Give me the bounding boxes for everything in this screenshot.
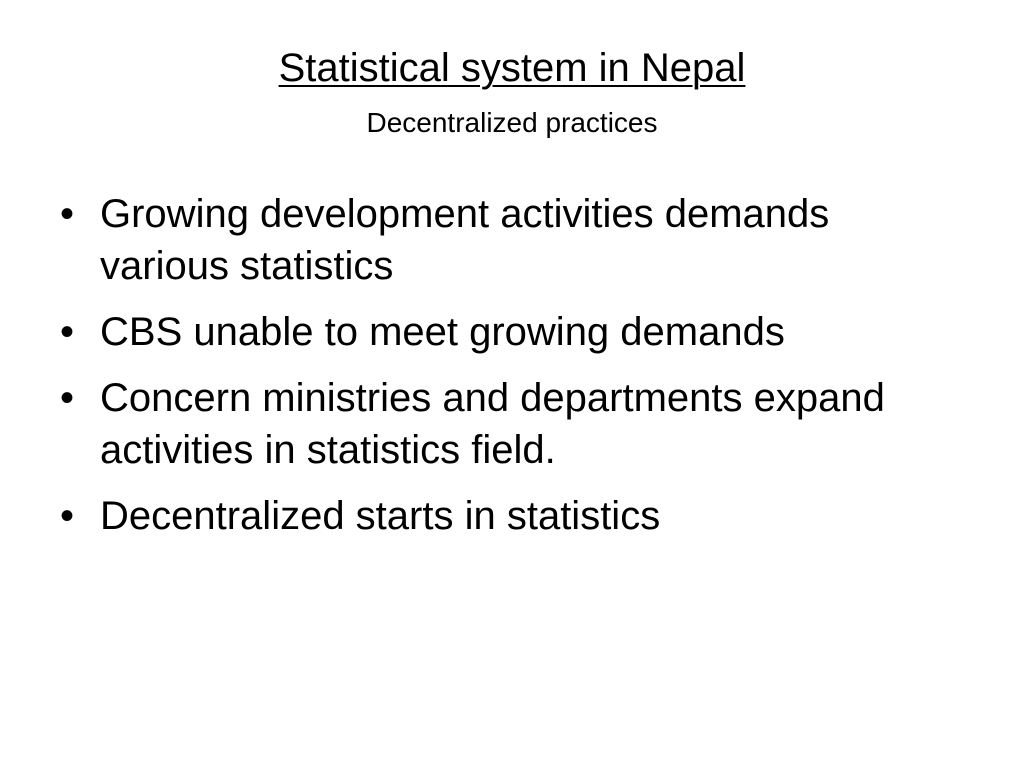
bullet-text: Concern ministries and departments expand activities in statistics field.: [100, 376, 885, 472]
bullet-text: Growing development activities demands various statistics: [100, 192, 830, 288]
bullet-text: CBS unable to meet growing demands: [100, 310, 785, 354]
bullet-item: [56, 372, 956, 476]
bullet-text: Decentralized starts in statistics: [100, 494, 661, 538]
slide-title: Statistical system in Nepal: [278, 46, 746, 90]
bullet-item: [56, 188, 956, 292]
bullet-item: [56, 490, 956, 542]
slide-subtitle: Decentralized practices: [366, 107, 658, 138]
bullet-icon: •: [60, 376, 75, 420]
bullet-icon: •: [60, 494, 75, 538]
bullet-item: [56, 306, 956, 358]
bullet-list: [56, 188, 956, 556]
title-block: [0, 44, 1024, 140]
bullet-icon: •: [60, 310, 75, 354]
bullet-icon: •: [60, 192, 75, 236]
